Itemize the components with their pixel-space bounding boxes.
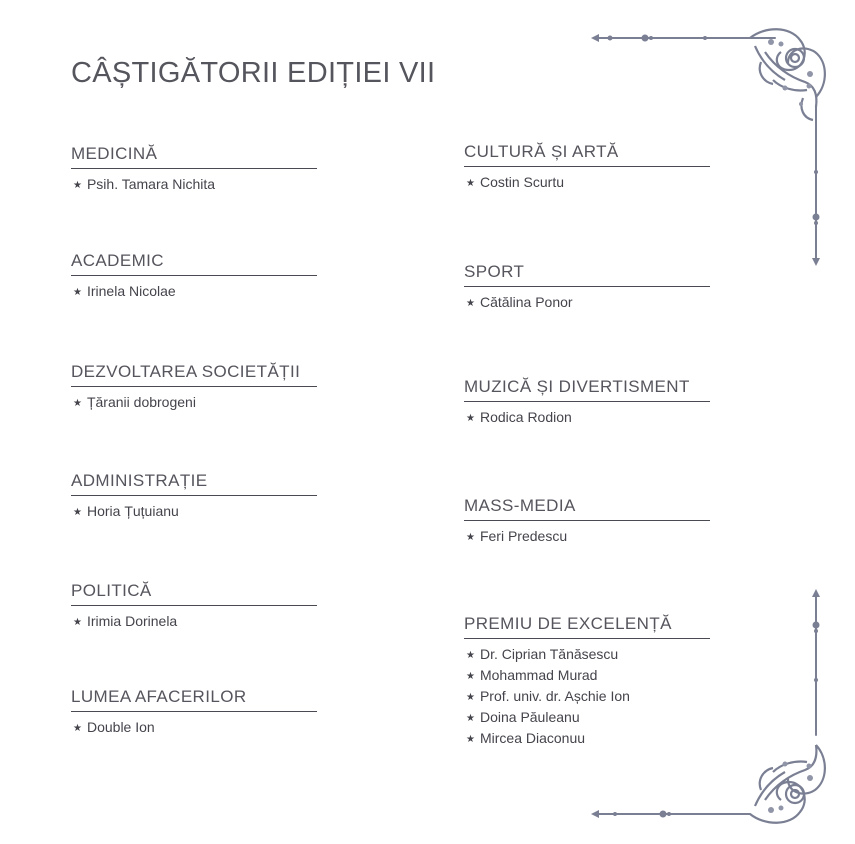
- winner-item: ★ Cătălina Ponor: [466, 294, 573, 310]
- star-icon: ★: [466, 671, 475, 682]
- winner-list: [466, 527, 710, 548]
- star-icon: ★: [466, 413, 475, 424]
- winner-list: [73, 282, 317, 303]
- category-title: ADMINISTRAȚIE: [71, 471, 317, 496]
- category-title: LUMEA AFACERILOR: [71, 687, 317, 712]
- page-title: CÂȘTIGĂTORII EDIȚIEI VII: [71, 57, 436, 89]
- corner-ornament-bottom-right-icon: [585, 585, 830, 830]
- winner-list: [73, 175, 317, 196]
- category-title: DEZVOLTAREA SOCIETĂȚII: [71, 362, 317, 387]
- winner-item: ★ Feri Predescu: [466, 528, 568, 544]
- category-mass-media: [464, 496, 710, 548]
- star-icon: ★: [466, 298, 475, 309]
- category-title: MEDICINĂ: [71, 144, 317, 169]
- star-icon: ★: [466, 650, 475, 661]
- star-icon: ★: [73, 617, 82, 628]
- star-icon: ★: [466, 178, 475, 189]
- winner-item: ★ Double Ion: [73, 719, 155, 735]
- winner-list: [73, 612, 317, 633]
- winner-list: [466, 408, 710, 429]
- winner-item: ★ Mohammad Murad: [466, 667, 598, 683]
- winner-list: [73, 393, 317, 414]
- category-muzica-si-divertisment: [464, 377, 710, 429]
- winner-list: [73, 502, 317, 523]
- corner-ornament-top-right-icon: [585, 22, 830, 272]
- star-icon: ★: [73, 287, 82, 298]
- category-title: PREMIU DE EXCELENȚĂ: [464, 614, 710, 639]
- category-medicina: [71, 144, 317, 196]
- star-icon: ★: [73, 398, 82, 409]
- category-title: ACADEMIC: [71, 251, 317, 276]
- winner-item: ★ Țăranii dobrogeni: [73, 394, 196, 410]
- winner-item: ★ Irimia Dorinela: [73, 613, 178, 629]
- star-icon: ★: [73, 723, 82, 734]
- category-title: CULTURĂ ȘI ARTĂ: [464, 142, 710, 167]
- category-dezvoltarea-societatii: [71, 362, 317, 414]
- winner-item: ★ Horia Țuțuianu: [73, 503, 179, 519]
- star-icon: ★: [73, 180, 82, 191]
- category-academic: [71, 251, 317, 303]
- winner-list: [466, 293, 710, 314]
- star-icon: ★: [73, 507, 82, 518]
- category-title: SPORT: [464, 262, 710, 287]
- star-icon: ★: [466, 734, 475, 745]
- winner-item: ★ Rodica Rodion: [466, 409, 572, 425]
- winner-item: ★ Mircea Diaconuu: [466, 730, 586, 746]
- category-title: MUZICĂ ȘI DIVERTISMENT: [464, 377, 710, 402]
- star-icon: ★: [466, 532, 475, 543]
- winner-item: ★ Prof. univ. dr. Așchie Ion: [466, 688, 630, 704]
- winner-item: ★ Costin Scurtu: [466, 174, 565, 190]
- winner-item: ★ Doina Păuleanu: [466, 709, 580, 725]
- winner-list: [73, 718, 317, 739]
- category-politica: [71, 581, 317, 633]
- star-icon: ★: [466, 713, 475, 724]
- category-administratie: [71, 471, 317, 523]
- category-title: MASS-MEDIA: [464, 496, 710, 521]
- star-icon: ★: [466, 692, 475, 703]
- category-lumea-afacerilor: [71, 687, 317, 739]
- winner-item: ★ Psih. Tamara Nichita: [73, 176, 216, 192]
- winner-item: ★ Dr. Ciprian Tănăsescu: [466, 646, 619, 662]
- category-title: POLITICĂ: [71, 581, 317, 606]
- winner-item: ★ Irinela Nicolae: [73, 283, 176, 299]
